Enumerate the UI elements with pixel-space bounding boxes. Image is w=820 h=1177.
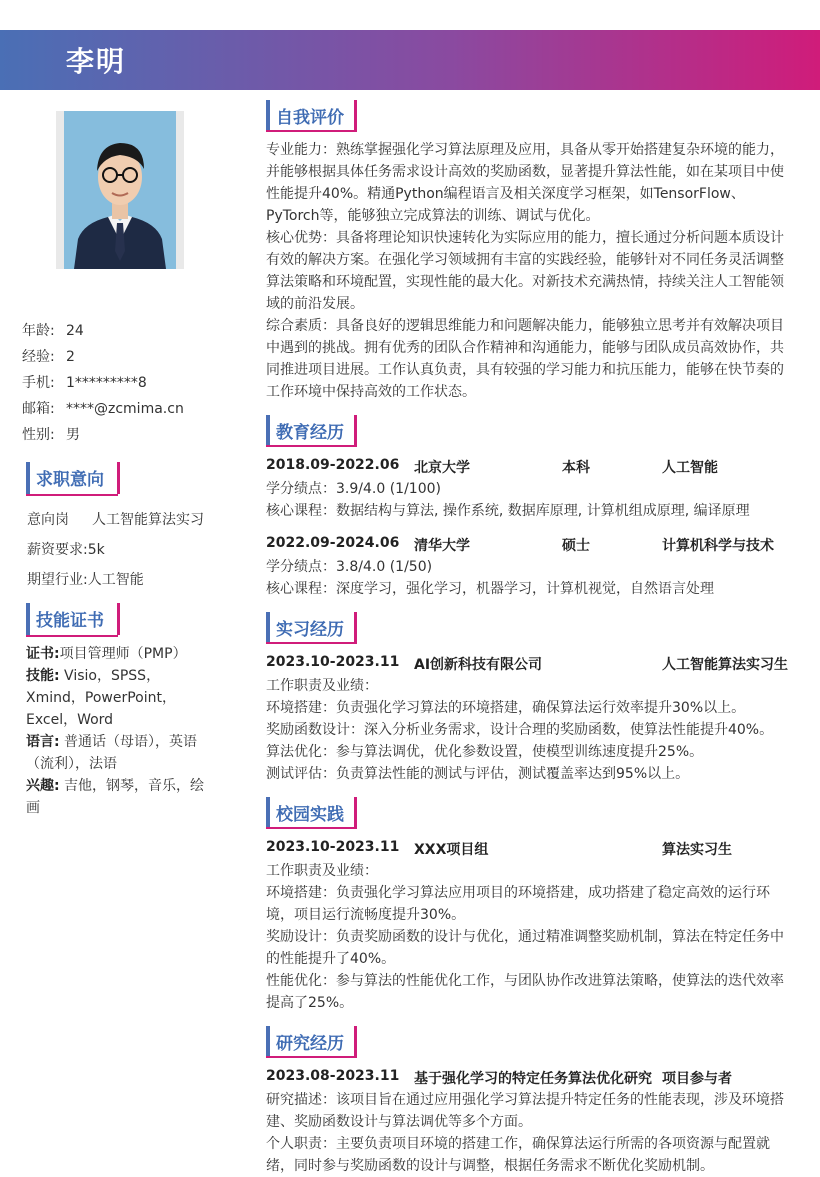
self-eval-strengths: 核心优势：具备将理论知识快速转化为实际应用的能力，擅长通过分析问题本质设计有效的解决方案。在强化学习领域拥有丰富的实践经验，能够针对不同任务灵活调整算法策略和环境配置，实现性能的最大化。对新技术充满热情，持续关注人工智能领域的前沿发展。	[266, 230, 784, 312]
heading-underline	[266, 445, 357, 447]
heading-accent	[266, 612, 270, 644]
internship-role: 人工智能算法实习生	[662, 657, 788, 673]
edu-1-major: 人工智能	[662, 460, 718, 476]
skill-certificate-label: 证书:	[26, 646, 60, 662]
campus-para-3: 奖励设计：负责奖励函数的设计与优化，通过精准调整奖励机制，算法在特定任务中的性能提升了40%。	[266, 929, 784, 967]
heading-accent	[266, 797, 270, 829]
campus-period: 2023.10-2023.11	[266, 839, 400, 855]
profile-experience	[22, 346, 75, 366]
internship-line-4: 算法优化：参与算法调优，优化参数设置，使模型训练速度提升25%。	[266, 744, 704, 760]
heading-accent-right	[117, 462, 120, 494]
heading-accent	[266, 100, 270, 132]
self-eval-title: 自我评价	[276, 108, 344, 128]
experience-value: 2	[66, 349, 75, 365]
profile-phone	[22, 372, 147, 392]
intent-title: 求职意向	[36, 470, 104, 490]
self-eval-qualities: 综合素质：具备良好的逻辑思维能力和问题解决能力，能够独立思考并有效解决项目中遇到的挑战。拥有优秀的团队合作精神和沟通能力，能够与团队成员高效协作，共同推进项目进展。工作认真负责，具有较强的学习能力和抗压能力，能够在快节奏的工作环境中保持高效的工作状态。	[266, 318, 784, 400]
edu-2-school: 清华大学	[414, 538, 470, 554]
heading-underline	[26, 635, 118, 637]
skill-tools	[26, 665, 216, 731]
phone-value: 1*********8	[66, 375, 147, 391]
heading-accent	[26, 462, 30, 494]
heading-accent-right	[354, 100, 357, 132]
campus-para-1: 工作职责及业绩：	[266, 863, 378, 879]
campus-para-4: 性能优化：参与算法的性能优化工作，与团队协作改进算法策略，使算法的迭代效率提高了25%。	[266, 973, 784, 1011]
intent-position	[27, 509, 204, 529]
intent-position-value: 人工智能算法实习	[92, 512, 204, 528]
edu-2-period: 2022.09-2024.06	[266, 535, 400, 551]
skill-languages	[26, 731, 216, 775]
skill-languages-label: 语言:	[26, 734, 60, 750]
internship-line-3: 奖励函数设计：深入分析业务需求，设计合理的奖励函数，使算法性能提升40%。	[266, 722, 774, 738]
skill-tools-label: 技能:	[26, 668, 60, 684]
heading-underline	[266, 130, 357, 132]
phone-label: 手机:	[22, 375, 55, 391]
intent-industry-label: 期望行业:	[27, 572, 88, 588]
heading-accent-right	[117, 603, 120, 635]
edu-1-period: 2018.09-2022.06	[266, 457, 400, 473]
education-title: 教育经历	[276, 423, 344, 443]
heading-underline	[266, 642, 357, 644]
profile-gender	[22, 424, 80, 444]
internship-line-1: 工作职责及业绩：	[266, 678, 378, 694]
research-title: 研究经历	[276, 1034, 344, 1054]
gender-label: 性别:	[22, 427, 55, 443]
skill-tools-value: Visio，SPSS，Xmind，PowerPoint，Excel，Word	[26, 668, 176, 728]
age-label: 年龄:	[22, 323, 55, 339]
profile-age	[22, 320, 84, 340]
photo-frame	[56, 111, 184, 269]
intent-salary-value: 5k	[87, 542, 105, 558]
edu-1-school: 北京大学	[414, 460, 470, 476]
profile-email	[22, 398, 184, 418]
skill-certificate	[26, 643, 216, 665]
internship-title: 实习经历	[276, 620, 344, 640]
research-content	[266, 1089, 794, 1177]
intent-salary	[27, 539, 105, 559]
header-banner	[0, 30, 820, 90]
edu-2-degree: 硕士	[562, 538, 590, 554]
skill-interests-label: 兴趣:	[26, 778, 60, 794]
skills-list	[26, 643, 216, 819]
research-responsibility: 个人职责：主要负责项目环境的搭建工作，确保算法运行所需的各项资源与配置就绪，同时参与奖励函数的设计与调整，根据任务需求不断优化奖励机制。	[266, 1136, 770, 1174]
internship-line-2: 环境搭建：负责强化学习算法的环境搭建，确保算法运行效率提升30%以上。	[266, 700, 746, 716]
edu-2-gpa: 学分绩点：3.8/4.0 (1/50)	[266, 559, 433, 575]
intent-heading	[26, 462, 118, 494]
research-description: 研究描述：该项目旨在通过应用强化学习算法提升特定任务的性能表现，涉及环境搭建、奖励函数设计与算法调优等多个方面。	[266, 1092, 784, 1130]
research-period: 2023.08-2023.11	[266, 1068, 400, 1084]
research-role: 项目参与者	[662, 1071, 732, 1087]
email-value: ****@zcmima.cn	[66, 401, 184, 417]
self-eval-professional: 专业能力：熟练掌握强化学习算法原理及应用，具备从零开始搭建复杂环境的能力，并能够根据具体任务需求设计高效的奖励函数，显著提升算法性能，如在某项目中使性能提升40%。精通Python编程语言及相关深度学习框架，如TensorFlow、PyTorch等，能够独立完成算法的训练、调试与优化。	[266, 142, 784, 224]
profile-photo	[64, 111, 176, 269]
intent-industry	[27, 569, 144, 589]
edu-2-major: 计算机科学与技术	[662, 538, 774, 554]
intent-position-label: 意向岗	[27, 512, 69, 528]
intent-salary-label: 薪资要求:	[27, 542, 88, 558]
campus-content	[266, 860, 794, 1014]
edu-1-gpa: 学分绩点：3.9/4.0 (1/100)	[266, 481, 441, 497]
candidate-name: 李明	[66, 45, 127, 78]
skill-interests-value: 吉他，钢琴，音乐，绘画	[26, 778, 205, 816]
self-eval-content	[266, 139, 794, 403]
heading-accent-right	[354, 415, 357, 447]
email-label: 邮箱:	[22, 401, 55, 417]
internship-company: AI创新科技有限公司	[414, 657, 543, 673]
age-value: 24	[66, 323, 84, 339]
heading-accent	[266, 1026, 270, 1058]
heading-underline	[266, 827, 357, 829]
skill-certificate-value: 项目管理师（PMP）	[59, 646, 187, 662]
heading-underline	[266, 1056, 357, 1058]
heading-accent	[26, 603, 30, 635]
campus-org: XXX项目组	[414, 842, 489, 858]
intent-industry-value: 人工智能	[87, 572, 144, 588]
heading-underline	[26, 494, 118, 496]
gender-value: 男	[66, 427, 80, 443]
edu-2-courses: 核心课程：深度学习，强化学习，机器学习，计算机视觉，自然语言处理	[266, 581, 714, 597]
edu-1-degree: 本科	[562, 460, 590, 476]
heading-accent-right	[354, 797, 357, 829]
campus-title: 校园实践	[276, 805, 344, 825]
internship-line-5: 测试评估：负责算法性能的测试与评估，测试覆盖率达到95%以上。	[266, 766, 690, 782]
research-project: 基于强化学习的特定任务算法优化研究	[414, 1071, 652, 1087]
heading-accent	[266, 415, 270, 447]
experience-label: 经验:	[22, 349, 55, 365]
skills-title: 技能证书	[36, 611, 104, 631]
skill-interests	[26, 775, 216, 819]
campus-para-2: 环境搭建：负责强化学习算法应用项目的环境搭建，成功搭建了稳定高效的运行环境，项目运行流畅度提升30%。	[266, 885, 770, 923]
heading-accent-right	[354, 612, 357, 644]
internship-period: 2023.10-2023.11	[266, 654, 400, 670]
heading-accent-right	[354, 1026, 357, 1058]
campus-role: 算法实习生	[662, 842, 732, 858]
skills-heading	[26, 603, 118, 635]
skill-languages-value: 普通话（母语），英语（流利），法语	[26, 734, 198, 772]
portrait-image	[64, 111, 176, 269]
edu-1-courses: 核心课程：数据结构与算法, 操作系统, 数据库原理, 计算机组成原理, 编译原理	[266, 503, 750, 519]
